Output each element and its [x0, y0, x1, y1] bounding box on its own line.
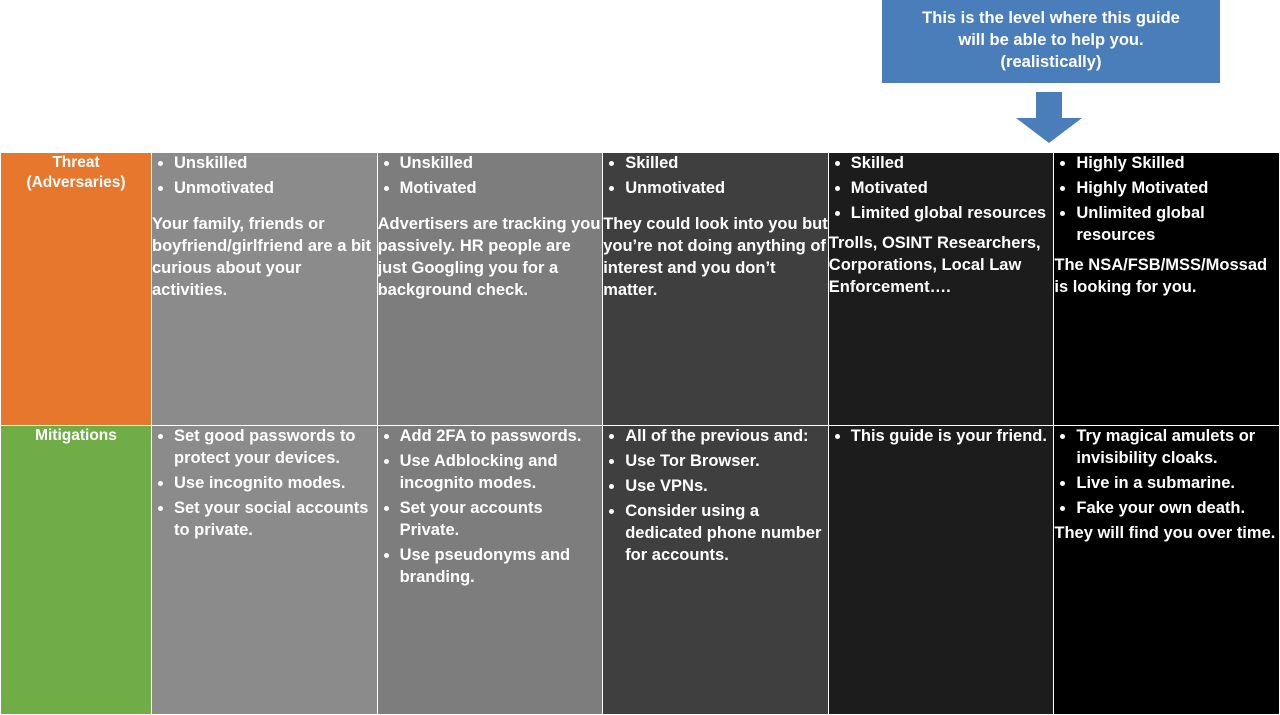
- threat-description-level-4: Trolls, OSINT Researchers, Corporations, Local Law Enforcement….: [828, 233, 1041, 296]
- list-item: • Add 2FA to passwords.: [400, 426, 603, 448]
- threat-description-level-3: They could look into you but you’re not doing anything of interest and you don’t matter.: [603, 214, 828, 299]
- list-item: • Fake your own death.: [1076, 498, 1279, 520]
- threat-bullets-level-2: [378, 153, 603, 200]
- list-item: • Set good passwords to protect your devices.: [174, 426, 377, 470]
- row-header-threat-line2: (Adversaries): [26, 174, 126, 192]
- list-item: • Set your social accounts to private.: [174, 498, 377, 542]
- threat-bullets-level-1: [152, 153, 377, 200]
- threat-description-level-5: The NSA/FSB/MSS/Mossad is looking for you.: [1054, 255, 1268, 296]
- list-item: • Try magical amulets or invisibility cloaks.: [1076, 426, 1279, 470]
- row-header-threat: [1, 153, 152, 426]
- list-item: • Use pseudonyms and branding.: [400, 545, 603, 589]
- mitigation-cell-level-2: [377, 426, 603, 715]
- row-header-mitigations: [1, 426, 152, 715]
- mitigation-bullets-level-1: [152, 426, 377, 542]
- list-item: • Use Adblocking and incognito modes.: [400, 451, 603, 495]
- callout-line-2: will be able to help you.: [958, 30, 1144, 49]
- list-item: • All of the previous and:: [625, 426, 828, 448]
- mitigation-cell-level-3: [603, 426, 829, 715]
- threat-cell-level-5: [1054, 153, 1280, 426]
- list-item: • Use incognito modes.: [174, 473, 377, 495]
- list-item: • Skilled: [851, 153, 1054, 175]
- table-row-threat: [1, 153, 1280, 426]
- list-item: • Highly Motivated: [1076, 178, 1279, 200]
- list-item: • Motivated: [851, 178, 1054, 200]
- threat-cell-level-2: [377, 153, 603, 426]
- list-item: • Skilled: [625, 153, 828, 175]
- threat-cell-level-1: [152, 153, 378, 426]
- threat-bullets-level-5: [1054, 153, 1279, 247]
- mitigation-description-level-5: They will find you over time.: [1054, 523, 1276, 542]
- list-item: • Set your accounts Private.: [400, 498, 603, 542]
- list-item: • Unskilled: [400, 153, 603, 175]
- table-row-mitigations: [1, 426, 1280, 715]
- list-item: • Consider using a dedicated phone number for accounts.: [625, 501, 828, 567]
- list-item: • Use VPNs.: [625, 476, 828, 498]
- callout-box: [882, 0, 1220, 83]
- threat-description-level-1: Your family, friends or boyfriend/girlfriend are a bit curious about your activities.: [152, 214, 372, 299]
- down-arrow-icon: [1014, 92, 1084, 144]
- threat-bullets-level-4: [829, 153, 1054, 225]
- callout-line-3: (realistically): [1000, 52, 1102, 71]
- mitigation-bullets-level-4: [829, 426, 1054, 448]
- list-item: • Unlimited global resources: [1076, 203, 1279, 247]
- mitigation-bullets-level-3: [603, 426, 828, 567]
- list-item: • Motivated: [400, 178, 603, 200]
- list-item: • Unmotivated: [174, 178, 377, 200]
- row-header-mitigations-label: Mitigations: [35, 427, 117, 444]
- mitigation-cell-level-4: [828, 426, 1054, 715]
- threat-cell-level-4: [828, 153, 1054, 426]
- mitigation-bullets-level-2: [378, 426, 603, 589]
- list-item: • Unmotivated: [625, 178, 828, 200]
- list-item: • Limited global resources: [851, 203, 1054, 225]
- mitigation-cell-level-5: [1054, 426, 1280, 715]
- mitigation-bullets-level-5: [1054, 426, 1279, 520]
- threat-bullets-level-3: [603, 153, 828, 200]
- threat-model-matrix: [0, 152, 1280, 715]
- mitigation-cell-level-1: [152, 426, 378, 715]
- row-header-threat-line1: Threat: [52, 154, 100, 171]
- list-item: • Use Tor Browser.: [625, 451, 828, 473]
- list-item: • Live in a submarine.: [1076, 473, 1279, 495]
- list-item: • Highly Skilled: [1076, 153, 1279, 175]
- callout-container: [882, 0, 1220, 83]
- threat-description-level-2: Advertisers are tracking you passively. HR people are just Googling you for a background check.: [377, 214, 601, 299]
- threat-cell-level-3: [603, 153, 829, 426]
- list-item: • This guide is your friend.: [851, 426, 1054, 448]
- callout-line-1: This is the level where this guide: [922, 9, 1180, 27]
- list-item: • Unskilled: [174, 153, 377, 175]
